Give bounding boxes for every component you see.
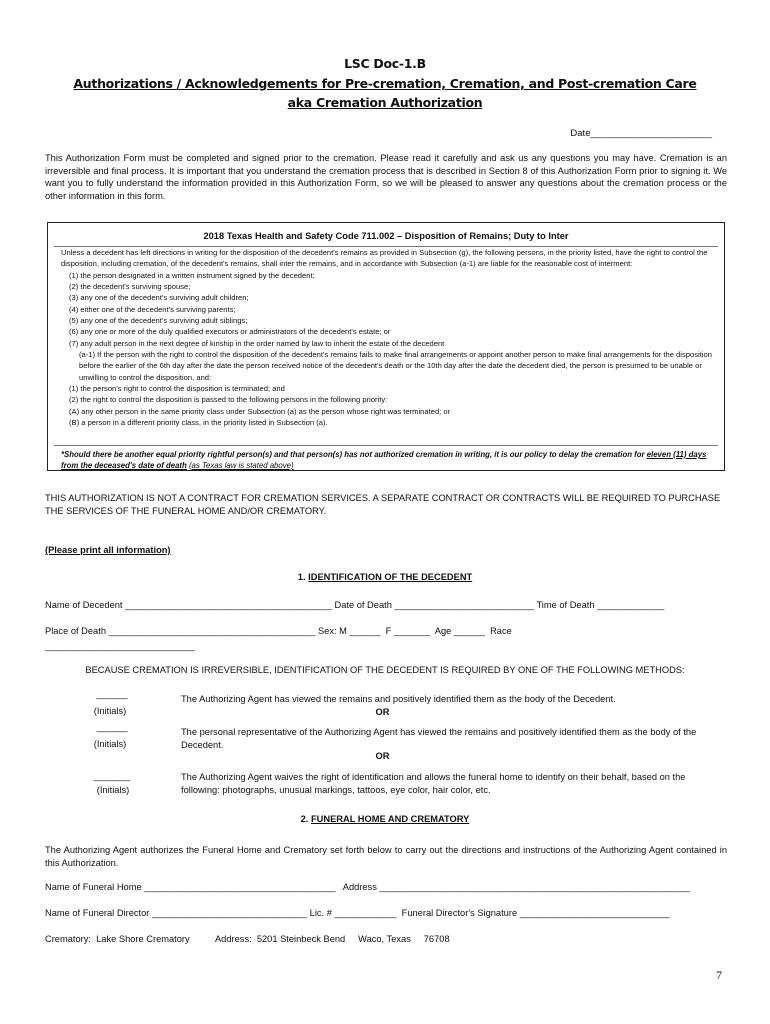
place-of-death-row[interactable]: Place of Death ________________________________________ Sex: M ______ F _______ Age ______ Race — [45, 626, 512, 636]
identification-requirement: BECAUSE CREMATION IS IRREVERSIBLE, IDENTIFICATION OF THE DECEDENT IS REQUIRED BY ONE OF THE FOLLOWING METHODS: — [85, 665, 685, 675]
or-label-2: OR — [375, 751, 390, 761]
print-all-instruction: (Please print all information) — [45, 545, 171, 555]
intro-paragraph: This Authorization Form must be completed and signed prior to the cremation. Please read it carefully and ask us any questions you may have. Cremation is an irreversible and final process. It is important that you understand the cremation process that is described in Section 8 of this Authorization Form prior to signing it. We want you to fully understand the information provided in this Authorization Form, so we will be pleased to answer any questions about the cremation process or the other information in this form. — [45, 153, 727, 201]
date-field[interactable]: Date_______________________ — [570, 128, 712, 139]
statute-item: (5) any one of the decedent's surviving adult siblings; — [69, 316, 248, 326]
decedent-name-row[interactable]: Name of Decedent ________________________________________ Date of Death ___________________________ Time of Death _____________ — [45, 600, 665, 610]
statute-a1-item: (2) the right to control the disposition is passed to the following persons in the following priority: — [69, 395, 388, 405]
section-2-title: FUNERAL HOME AND CREMATORY — [310, 814, 470, 824]
initials-label-2: (Initials) — [93, 739, 127, 749]
document-title: Authorizations / Acknowledgements for Pre-cremation, Cremation, and Post-cremation Care — [73, 76, 697, 91]
statute-body — [61, 247, 715, 429]
section-2-number: 2. — [300, 814, 309, 824]
statute-item: (2) the decedent's surviving spouse; — [69, 282, 191, 292]
page-number: 7 — [716, 968, 722, 982]
statute-note-divider — [54, 445, 718, 446]
statute-title: 2018 Texas Health and Safety Code 711.002 – Disposition of Remains; Duty to Inter — [203, 231, 569, 241]
statute-note-underlined: eleven (11) days from the deceased's date of death — [61, 450, 707, 470]
id-method-2: The personal representative of the Authorizing Agent has viewed the remains and positively identified them as the body of the Decedent. — [181, 727, 697, 750]
initials-label-1: (Initials) — [93, 706, 127, 716]
section-2-intro: The Authorizing Agent authorizes the Funeral Home and Crematory set forth below to carry out the directions and instructions of the Authorizing Agent contained in this Authorization. — [45, 845, 727, 868]
statute-a1-item: (1) the person's right to control the disposition is terminated; and — [69, 384, 285, 394]
not-a-contract-notice: THIS AUTHORIZATION IS NOT A CONTRACT FOR CREMATION SERVICES. A SEPARATE CONTRACT OR CONTRACTS WILL BE REQUIRED TO PURCHASE THE SERVICES OF THE FUNERAL HOME AND/OR CREMATORY. — [45, 493, 721, 516]
funeral-home-row[interactable]: Name of Funeral Home _____________________________________ Address ____________________________________________________________ — [45, 882, 690, 892]
initials-field-1[interactable]: ______ — [96, 689, 128, 699]
funeral-director-row[interactable]: Name of Funeral Director ______________________________ Lic. # ____________ Funeral Director's Signature _____________________________ — [45, 908, 670, 918]
initials-label-3: (Initials) — [96, 785, 130, 795]
or-label-1: OR — [375, 707, 390, 717]
section-2-heading — [0, 814, 770, 824]
id-method-1: The Authorizing Agent has viewed the remains and positively identified them as the body of the Decedent. — [181, 694, 616, 704]
initials-field-2[interactable]: ______ — [96, 722, 128, 732]
document-subtitle: aka Cremation Authorization — [287, 95, 483, 110]
statute-lead: Unless a decedent has left directions in writing for the disposition of the decedent's remains as provided in Subsection (g), the following persons, in the priority listed, have the right to control the disposition, including cremation, of the decedent's remains, shall inter the remains, and in accordance with Subsection (a-1) are liable for the reasonable cost of interment: — [61, 248, 708, 269]
id-method-3: The Authorizing Agent waives the right of identification and allows the funeral home to identify on their behalf, based on the following: photographs, unusual markings, tattoos, eye color, hair color, etc. — [181, 772, 686, 795]
section-1-heading — [0, 572, 770, 582]
section-1-title: IDENTIFICATION OF THE DECEDENT — [308, 572, 473, 582]
crematory-row: Crematory: Lake Shore Crematory Address: 5201 Steinbeck Bend Waco, Texas 76708 — [45, 934, 450, 944]
statute-a1-item: (B) a person in a different priority class, in the priority listed in Subsection (a). — [69, 418, 328, 428]
statute-note-suffix: (as Texas law is stated above) — [188, 461, 294, 470]
statute-box — [47, 222, 725, 471]
statute-item: (6) any one or more of the duly qualified executors or administrators of the decedent's estate; or — [69, 327, 391, 337]
statute-item: (1) the person designated in a written instrument signed by the decedent; — [69, 270, 315, 280]
initials-field-3[interactable]: _______ — [93, 771, 131, 781]
statute-item: (3) any one of the decedent's surviving adult children; — [69, 293, 249, 303]
race-field-line[interactable]: _____________________________ — [45, 641, 195, 651]
section-1-number: 1. — [297, 572, 306, 582]
statute-item: (4) either one of the decedent's surviving parents; — [69, 304, 236, 314]
statute-a1-item: (A) any other person in the same priority class under Subsection (a) as the person whose right was terminated; or — [69, 406, 451, 416]
statute-item: (7) any adult person in the next degree of kinship in the order named by law to inherit the estate of the decedent — [69, 338, 445, 348]
statute-note — [61, 449, 721, 471]
statute-a1: (a-1) If the person with the right to control the disposition of the decedent's remains fails to make final arrangements or appoint another person to make final arrangements for the disposition before the earlier of the 6th day after the date the person received notice of the decedent's death or the 10th day after the date the decedent died, the person is presumed to be unable or unwilling to control the disposition, and: — [79, 350, 712, 382]
document-id: LSC Doc-1.B — [344, 56, 426, 71]
statute-note-main: *Should there be another equal priority rightful person(s) and that person(s) has not authorized cremation in writing, it is our policy to delay the cremation for — [61, 450, 645, 459]
